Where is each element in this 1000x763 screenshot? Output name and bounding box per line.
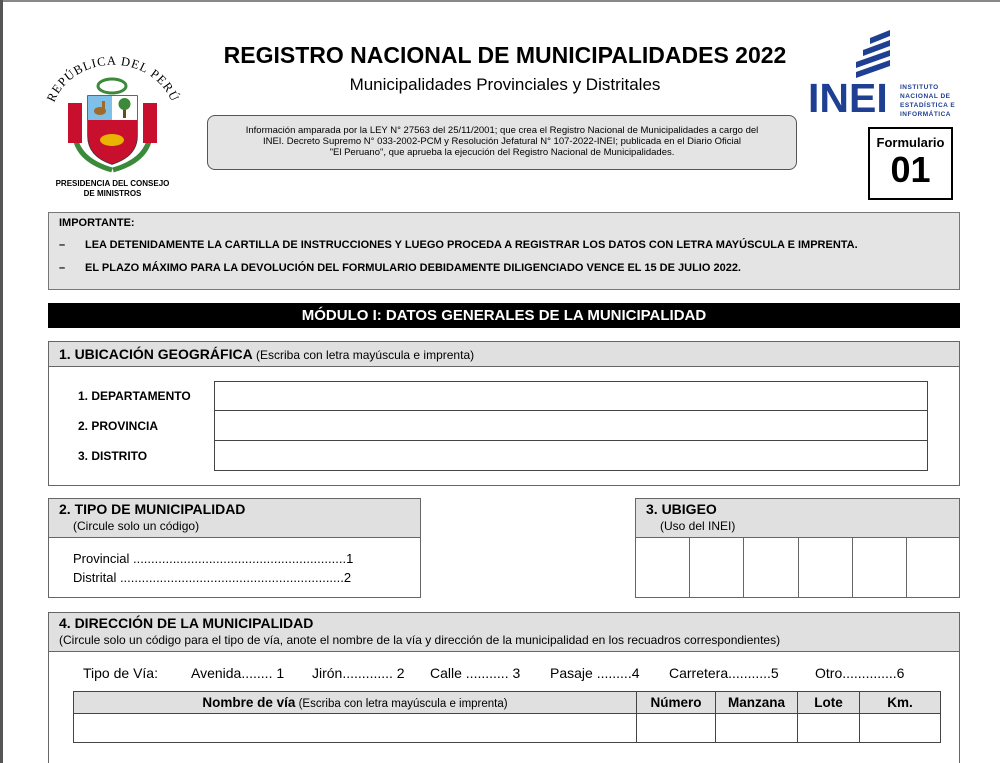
legal-line-1: Información amparada por la LEY N° 27563 del 25/11/2001; que crea el Registro Nacional de Municipalidades a cargo del: [245, 125, 759, 136]
section-tipo-municipalidad: [48, 498, 421, 598]
ubigeo-cell[interactable]: [690, 537, 744, 597]
distrito-field[interactable]: [214, 441, 928, 471]
inei-building-icon: [808, 28, 968, 123]
section-title: 4. DIRECCIÓN DE LA MUNICIPALIDAD: [59, 615, 314, 631]
section-title: 3. UBIGEO: [646, 501, 717, 517]
section-title: 2. TIPO DE MUNICIPALIDAD: [59, 501, 246, 517]
tipo-via-options: [49, 665, 959, 685]
important-line-1: [59, 239, 949, 251]
col-numero: Número: [637, 692, 716, 714]
important-title: IMPORTANTE:: [59, 217, 135, 229]
ubigeo-cell[interactable]: [799, 537, 853, 597]
peru-caption-line-2: DE MINISTROS: [83, 189, 142, 198]
section-title: 1. UBICACIÓN GEOGRÁFICA: [59, 346, 253, 362]
inei-line-2: NACIONAL DE: [900, 93, 951, 100]
ubigeo-cell[interactable]: [636, 537, 690, 597]
km-input[interactable]: [860, 714, 941, 743]
option-otro[interactable]: Otro..............6: [815, 665, 905, 681]
table-header-row: [74, 692, 941, 714]
table-row: [74, 714, 941, 743]
lote-input[interactable]: [798, 714, 860, 743]
option-provincial[interactable]: Provincial ...........................................................1: [73, 551, 354, 566]
important-line-2-text: EL PLAZO MÁXIMO PARA LA DEVOLUCIÓN DEL FORMULARIO DEBIDAMENTE DILIGENCIADO VENCE EL 15 DE JULIO 2022.: [85, 262, 741, 274]
section-note: (Circule solo un código para el tipo de vía, anote el nombre de la vía y dirección de la municipalidad en los recuadros correspondientes): [59, 633, 781, 647]
section-header: [49, 499, 420, 538]
tipo-via-label: Tipo de Vía:: [83, 665, 158, 681]
peru-caption: [40, 179, 185, 199]
provincia-field[interactable]: [214, 411, 928, 441]
inei-line-3: ESTADÍSTICA E: [900, 102, 956, 109]
important-notice: [48, 212, 960, 290]
ubigeo-cell[interactable]: [744, 537, 798, 597]
label-provincia: 2. PROVINCIA: [78, 419, 159, 433]
peru-caption-line-1: PRESIDENCIA DEL CONSEJO: [55, 179, 170, 188]
ubigeo-cell[interactable]: [907, 537, 960, 597]
ubigeo-grid: [636, 537, 960, 597]
form-number: 01: [890, 149, 931, 190]
col-nombre-label: Nombre de vía: [202, 695, 296, 710]
form-label: Formulario: [876, 135, 945, 150]
inei-letters: INEI: [808, 75, 888, 121]
section-ubigeo: [635, 498, 960, 598]
inei-logo: [808, 28, 968, 123]
page-left-edge: [0, 0, 3, 763]
label-distrito: 3. DISTRITO: [78, 449, 148, 463]
section-note: (Uso del INEI): [660, 519, 736, 533]
section-header: [49, 613, 959, 652]
col-nombre-via: [74, 692, 637, 714]
label-departamento: 1. DEPARTAMENTO: [78, 389, 191, 403]
dash-bullet: –: [59, 239, 66, 251]
section-header: [636, 499, 959, 538]
legal-line-3: "El Peruano", que aprueba la ejecución del Registro Nacional de Municipalidades.: [329, 147, 675, 158]
legal-line-2: INEI. Decreto Supremo N° 033-2002-PCM y Resolución Jefatural N° 107-2022-INEI; publicada en el Diario Oficial: [262, 136, 742, 147]
col-nombre-note: (Escriba con letra mayúscula e imprenta): [295, 698, 508, 710]
departamento-field[interactable]: [214, 381, 928, 411]
option-pasaje[interactable]: Pasaje .........4: [550, 665, 640, 681]
col-manzana: Manzana: [716, 692, 798, 714]
option-calle[interactable]: Calle ........... 3: [430, 665, 521, 681]
page-top-edge: [0, 0, 1000, 2]
page-subtitle: Municipalidades Provinciales y Distritales: [349, 75, 661, 94]
dash-bullet: –: [59, 262, 66, 274]
option-jiron[interactable]: Jirón............. 2: [312, 665, 405, 681]
important-line-2: [59, 262, 949, 274]
section-direccion-municipalidad: [48, 612, 960, 763]
inei-line-4: INFORMÁTICA: [900, 111, 951, 118]
shield-icon: [40, 48, 185, 178]
peru-arc-text: REPÚBLICA DEL PERÚ: [43, 53, 183, 105]
option-carretera[interactable]: Carretera...........5: [669, 665, 779, 681]
module-title-bar: MÓDULO I: DATOS GENERALES DE LA MUNICIPALIDAD: [48, 303, 960, 328]
direccion-table: [73, 691, 941, 743]
section-header: [49, 342, 959, 367]
legal-notice-box: [207, 115, 797, 170]
form-number-box: [868, 127, 953, 200]
inei-line-1: INSTITUTO: [900, 84, 939, 91]
manzana-input[interactable]: [716, 714, 798, 743]
ubigeo-cell[interactable]: [853, 537, 907, 597]
page-title: REGISTRO NACIONAL DE MUNICIPALIDADES 2022: [223, 42, 787, 68]
option-distrital[interactable]: Distrital ..............................................................2: [73, 570, 352, 585]
col-km: Km.: [860, 692, 941, 714]
section-note: (Circule solo un código): [73, 519, 200, 533]
option-avenida[interactable]: Avenida........ 1: [191, 665, 285, 681]
nombre-via-input[interactable]: [74, 714, 637, 743]
section-note: (Escriba con letra mayúscula e imprenta): [252, 348, 475, 362]
numero-input[interactable]: [637, 714, 716, 743]
col-lote: Lote: [798, 692, 860, 714]
important-line-1-text: LEA DETENIDAMENTE LA CARTILLA DE INSTRUCCIONES Y LUEGO PROCEDA A REGISTRAR LOS DATOS CON LETRA MAYÚSCULA E IMPRENTA.: [85, 239, 858, 251]
